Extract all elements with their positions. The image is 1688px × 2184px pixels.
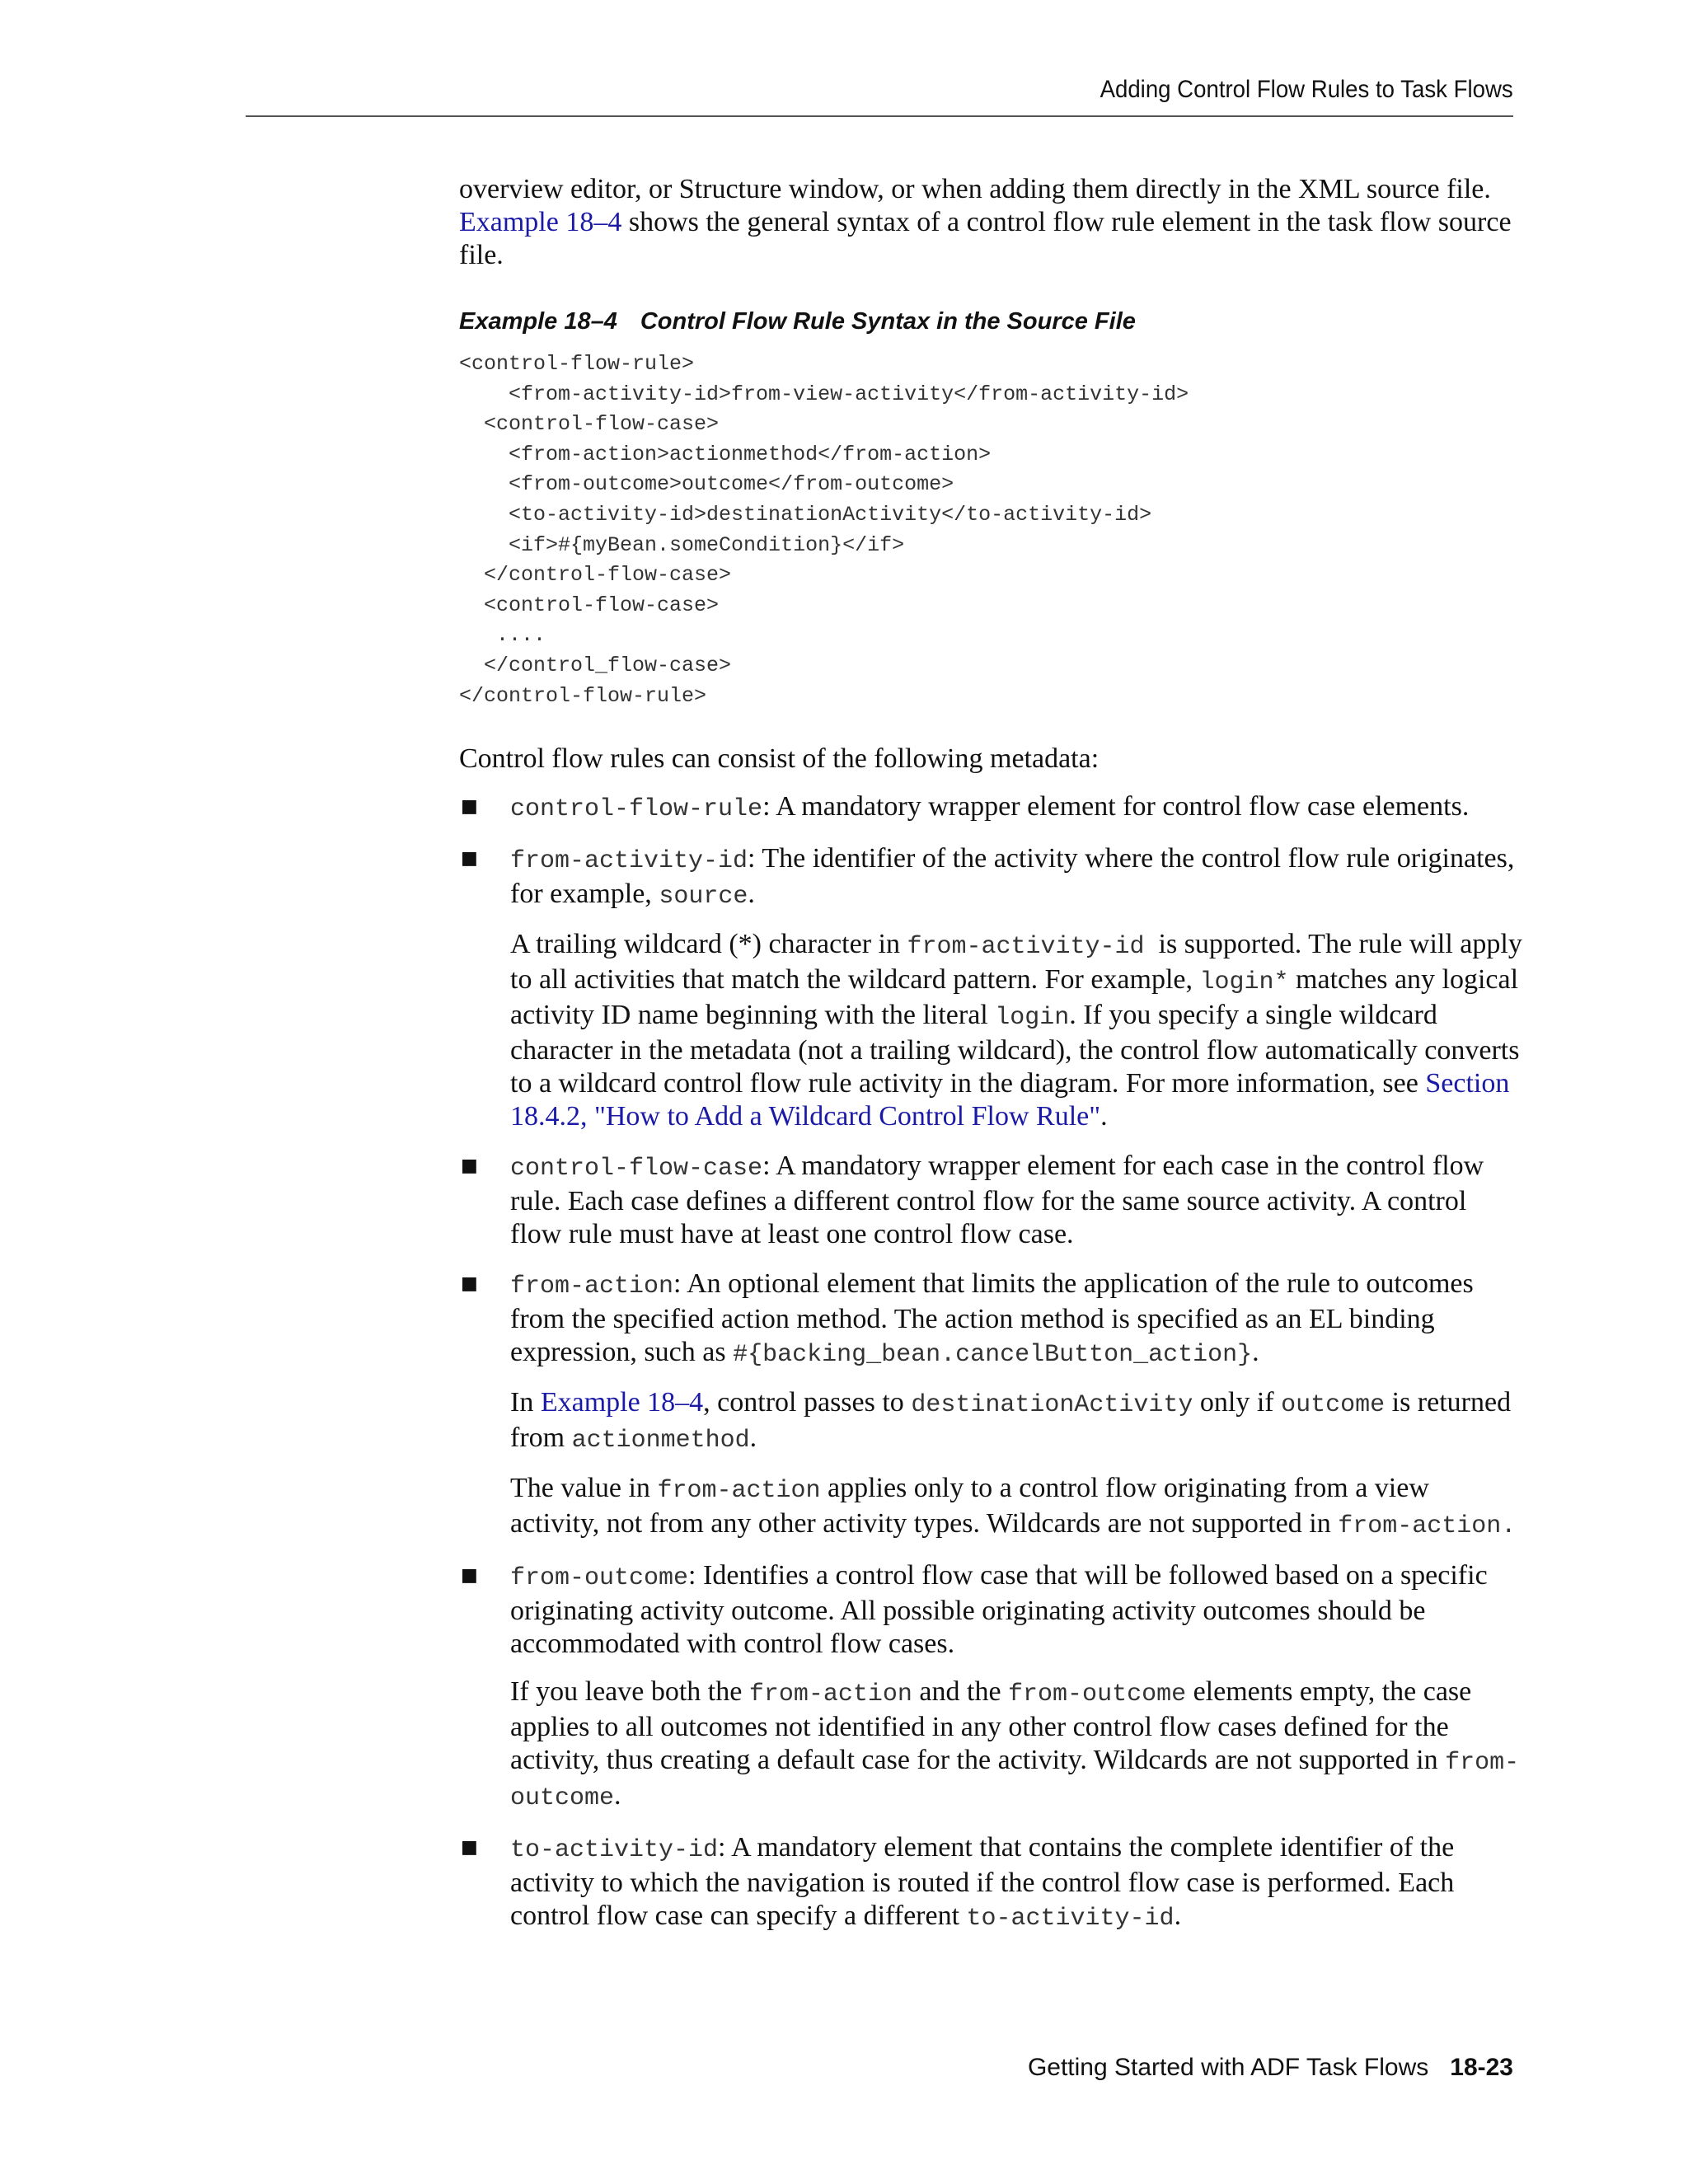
list-item-from-outcome: ■ from-outcome: Identifies a control flow case that will be followed based on a specific originating activity outcome. All possible originating activity outcomes should be accommodated with control flow cases. If you leave both the from-action and the from-outcome elements empty, the case applies to all outcomes not identified in any other control flow cases defined for the activity, thus creating a default case for the activity. Wildcards are not supported in from-outcome.	[461, 1560, 1520, 1813]
example-caption: Control Flow Rule Syntax in the Source File	[640, 308, 1136, 335]
bullet-icon: ■	[461, 1273, 478, 1295]
list-item-from-activity-id: ■ from-activity-id: The identifier of the activity where the control flow rule originates, for example, source. A trailing wildcard (*) character in from-activity-id is supported. The rule will apply to all activities that match the wildcard pattern. For example, login* matches any logical activity ID name beginning with the literal login. If you specify a single wildcard character in the metadata (not a trailing wildcard), the control flow automatically converts to a wildcard control flow rule activity in the diagram. For more information, see Section 18.4.2, "How to Add a Wildcard Control Flow Rule".	[461, 843, 1530, 1132]
term-code: to-activity-id	[510, 1836, 719, 1865]
bullet-icon: ■	[461, 796, 478, 818]
metadata-list	[459, 790, 1530, 1935]
lead-paragraph: Control flow rules can consist of the following metadata:	[459, 743, 1100, 775]
running-header-title: Adding Control Flow Rules to Task Flows	[1100, 76, 1513, 103]
term-code: from-action	[510, 1272, 674, 1301]
term-code: control-flow-case	[510, 1155, 763, 1183]
section-link[interactable]: Section 18.4.2, "How to Add a Wildcard Control Flow Rule"	[510, 1068, 1510, 1132]
list-item-from-action: ■ from-action: An optional element that limits the application of the rule to outcomes from the specified action method. The action method is specified as an EL binding expression, such as #{backing_bean.cancelButton_action}. In Example 18–4, control passes to destinationActivity only if outcome is returned from actionmethod. The value in from-action applies only to a control flow originating from a view activity, not from any other activity types. Wildcards are not supported in from-action.	[461, 1268, 1517, 1541]
example-link[interactable]: Example 18–4	[540, 1387, 704, 1418]
list-item-control-flow-case: ■ control-flow-case: A mandatory wrapper element for each case in the control flow rule. Each case defines a different control flow for the same source activity. A control flow rule must have at least one control flow case.	[461, 1151, 1484, 1250]
bullet-icon: ■	[461, 1565, 478, 1586]
page-content	[459, 173, 1530, 1952]
page-footer	[1028, 2054, 1513, 2082]
code-example: <control-flow-rule> <from-activity-id>from-view-activity</from-activity-id> <control-flow-case> <from-action>actionmethod</from-action> <from-outcome>outcome</from-outcome> <to-activity-id>destinationActivity</to-activity-id> <if>#{myBean.someCondition}</if> </control-flow-case> <control-flow-case> .... </control_flow-case> </control-flow-rule>	[459, 352, 1189, 708]
page-number: 18-23	[1450, 2054, 1513, 2081]
example-title	[459, 305, 1522, 338]
list-item-to-activity-id: ■ to-activity-id: A mandatory element that contains the complete identifier of the activity to which the navigation is routed if the control flow case is performed. Each control flow case can specify a different to-activity-id.	[461, 1832, 1455, 1933]
footer-book-title: Getting Started with ADF Task Flows	[1027, 2054, 1429, 2081]
bullet-icon: ■	[461, 848, 478, 869]
list-item-control-flow-rule: ■ control-flow-rule: A mandatory wrapper element for control flow case elements.	[461, 791, 1470, 824]
example-link[interactable]: Example 18–4	[459, 207, 622, 237]
example-number: Example 18–4	[459, 308, 617, 335]
bullet-icon: ■	[461, 1155, 478, 1177]
term-code: from-activity-id	[510, 847, 748, 876]
term-code: from-outcome	[510, 1564, 689, 1593]
term-code: control-flow-rule	[510, 795, 763, 824]
bullet-icon: ■	[461, 1837, 478, 1858]
intro-paragraph: overview editor, or Structure window, or when adding them directly in the XML source file. Example 18–4 shows the general syntax of a control flow rule element in the task flow source file.	[459, 174, 1512, 270]
running-header	[246, 73, 1513, 117]
wildcard-paragraph: A trailing wildcard (*) character in from-activity-id is supported. The rule will apply to all activities that match the wildcard pattern. For example, login* matches any logical activity ID name beginning with the literal login. If you specify a single wildcard character in the metadata (not a trailing wildcard), the control flow automatically converts to a wildcard control flow rule activity in the diagram. For more information, see Section 18.4.2, "How to Add a Wildcard Control Flow Rule".	[510, 929, 1530, 1132]
